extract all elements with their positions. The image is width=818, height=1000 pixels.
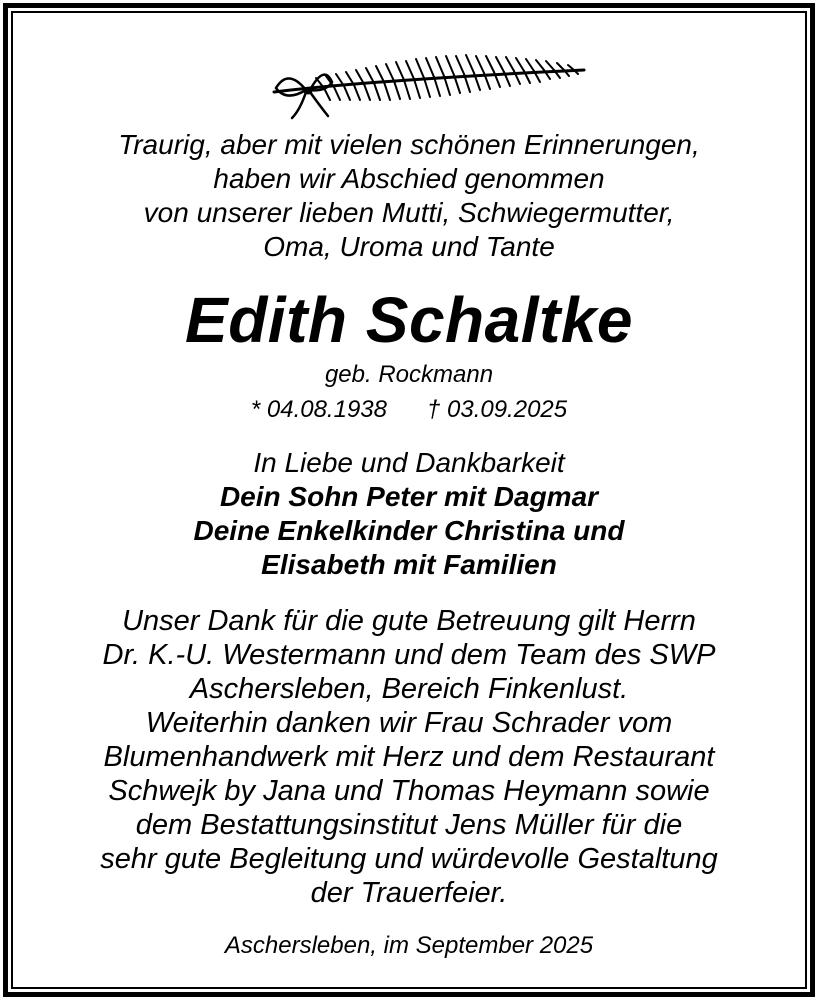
birth-date: * 04.08.1938 <box>250 396 387 423</box>
intro-line: von unserer lieben Mutti, Schwiegermutter, <box>143 197 675 228</box>
fir-branch-icon <box>254 30 594 125</box>
intro-line: Traurig, aber mit vielen schönen Erinnerungen, <box>118 129 700 160</box>
place-and-date: Aschersleben, im September 2025 <box>224 932 594 959</box>
obituary-notice <box>14 14 804 986</box>
thanks-line: Schwejk by Jana und Thomas Heymann sowie <box>108 775 710 807</box>
thanks-line: Aschersleben, Bereich Finkenlust. <box>189 673 629 705</box>
deceased-name: Edith Schaltke <box>185 284 633 356</box>
thanks-line: Weiterhin danken wir Frau Schrader vom <box>145 707 673 739</box>
death-date: † 03.09.2025 <box>426 396 568 423</box>
mourner-line: Elisabeth mit Familien <box>261 549 557 580</box>
intro-line: haben wir Abschied genommen <box>213 163 605 194</box>
thanks-line: Unser Dank für die gute Betreuung gilt Herrn <box>122 605 696 637</box>
mourner-line: Dein Sohn Peter mit Dagmar <box>219 481 599 512</box>
mourner-line: Deine Enkelkinder Christina und <box>193 515 625 546</box>
thanks-line: Dr. K.-U. Westermann und dem Team des SWP <box>102 639 716 671</box>
thanks-line: sehr gute Begleitung und würdevolle Gestaltung <box>100 843 718 875</box>
thanks-line: Blumenhandwerk mit Herz und dem Restaurant <box>103 741 715 773</box>
birth-name: geb. Rockmann <box>324 361 494 388</box>
mourners-intro: In Liebe und Dankbarkeit <box>253 447 565 478</box>
intro-line: Oma, Uroma und Tante <box>263 231 555 262</box>
life-dates <box>14 395 804 425</box>
thanks-line: dem Bestattungsinstitut Jens Müller für die <box>135 809 683 841</box>
thanks-line: der Trauerfeier. <box>310 877 508 909</box>
